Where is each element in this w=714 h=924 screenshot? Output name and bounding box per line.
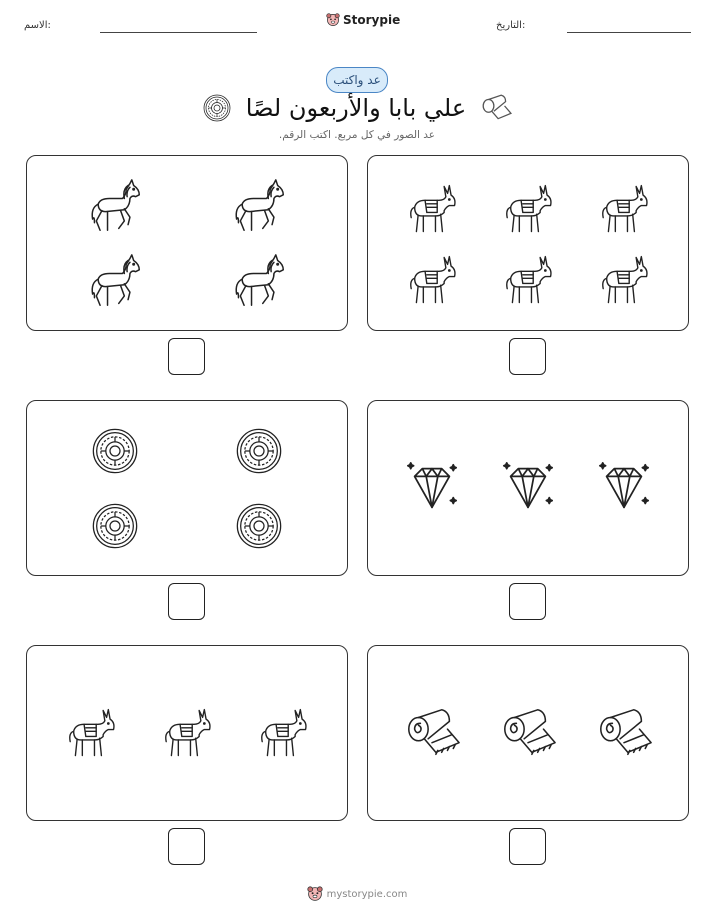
donkey-icon — [411, 186, 455, 232]
coin-icon — [93, 429, 136, 472]
panel-picture-area — [27, 646, 347, 820]
brand-logo — [326, 13, 400, 27]
answer-box-3[interactable] — [509, 583, 546, 620]
diamond-icon — [408, 463, 456, 507]
date-label: التاريخ: — [496, 20, 526, 31]
donkey-icon — [507, 257, 551, 303]
counting-panel-1 — [367, 155, 689, 331]
panel-picture-area — [368, 401, 688, 575]
brand-name: Storypie — [343, 13, 401, 27]
horse-icon — [92, 180, 139, 230]
donkey-icon — [262, 710, 306, 756]
name-line[interactable] — [100, 32, 257, 33]
name-label: الاسم: — [24, 20, 51, 31]
counting-panel-2 — [26, 155, 348, 331]
title-row — [0, 92, 714, 124]
coin-icon — [93, 504, 136, 547]
answer-box-1[interactable] — [509, 338, 546, 375]
counting-panel-3 — [367, 400, 689, 576]
carpet-icon — [409, 710, 459, 754]
carpet-icon — [480, 92, 512, 124]
activity-badge: عد واكتب — [326, 67, 388, 93]
horse-icon — [92, 255, 139, 305]
footer — [0, 886, 714, 902]
page-title: علي بابا والأربعون لصًا — [245, 94, 467, 122]
answer-box-4[interactable] — [168, 583, 205, 620]
mascot-icon — [307, 886, 323, 902]
horse-icon — [236, 180, 283, 230]
instructions: عد الصور في كل مربع. اكتب الرقم. — [278, 129, 436, 141]
diamond-icon — [504, 463, 552, 507]
date-line[interactable] — [567, 32, 691, 33]
donkey-icon — [166, 710, 210, 756]
diamond-icon — [600, 463, 648, 507]
donkey-icon — [603, 186, 647, 232]
donkey-icon — [70, 710, 114, 756]
answer-box-5[interactable] — [509, 828, 546, 865]
counting-panel-5 — [367, 645, 689, 821]
footer-url[interactable]: mystorypie.com — [326, 888, 408, 900]
donkey-icon — [603, 257, 647, 303]
answer-box-6[interactable] — [168, 828, 205, 865]
donkey-icon — [507, 186, 551, 232]
carpet-icon — [601, 710, 651, 754]
carpet-icon — [505, 710, 555, 754]
horse-icon — [236, 255, 283, 305]
panel-picture-area — [27, 401, 347, 575]
coin-icon — [202, 93, 232, 123]
panel-picture-area — [368, 156, 688, 330]
counting-panel-6 — [26, 645, 348, 821]
mascot-icon — [326, 13, 340, 27]
answer-box-2[interactable] — [168, 338, 205, 375]
panel-picture-area — [368, 646, 688, 820]
coin-icon — [237, 429, 280, 472]
donkey-icon — [411, 257, 455, 303]
coin-icon — [237, 504, 280, 547]
panel-picture-area — [27, 156, 347, 330]
counting-panel-4 — [26, 400, 348, 576]
